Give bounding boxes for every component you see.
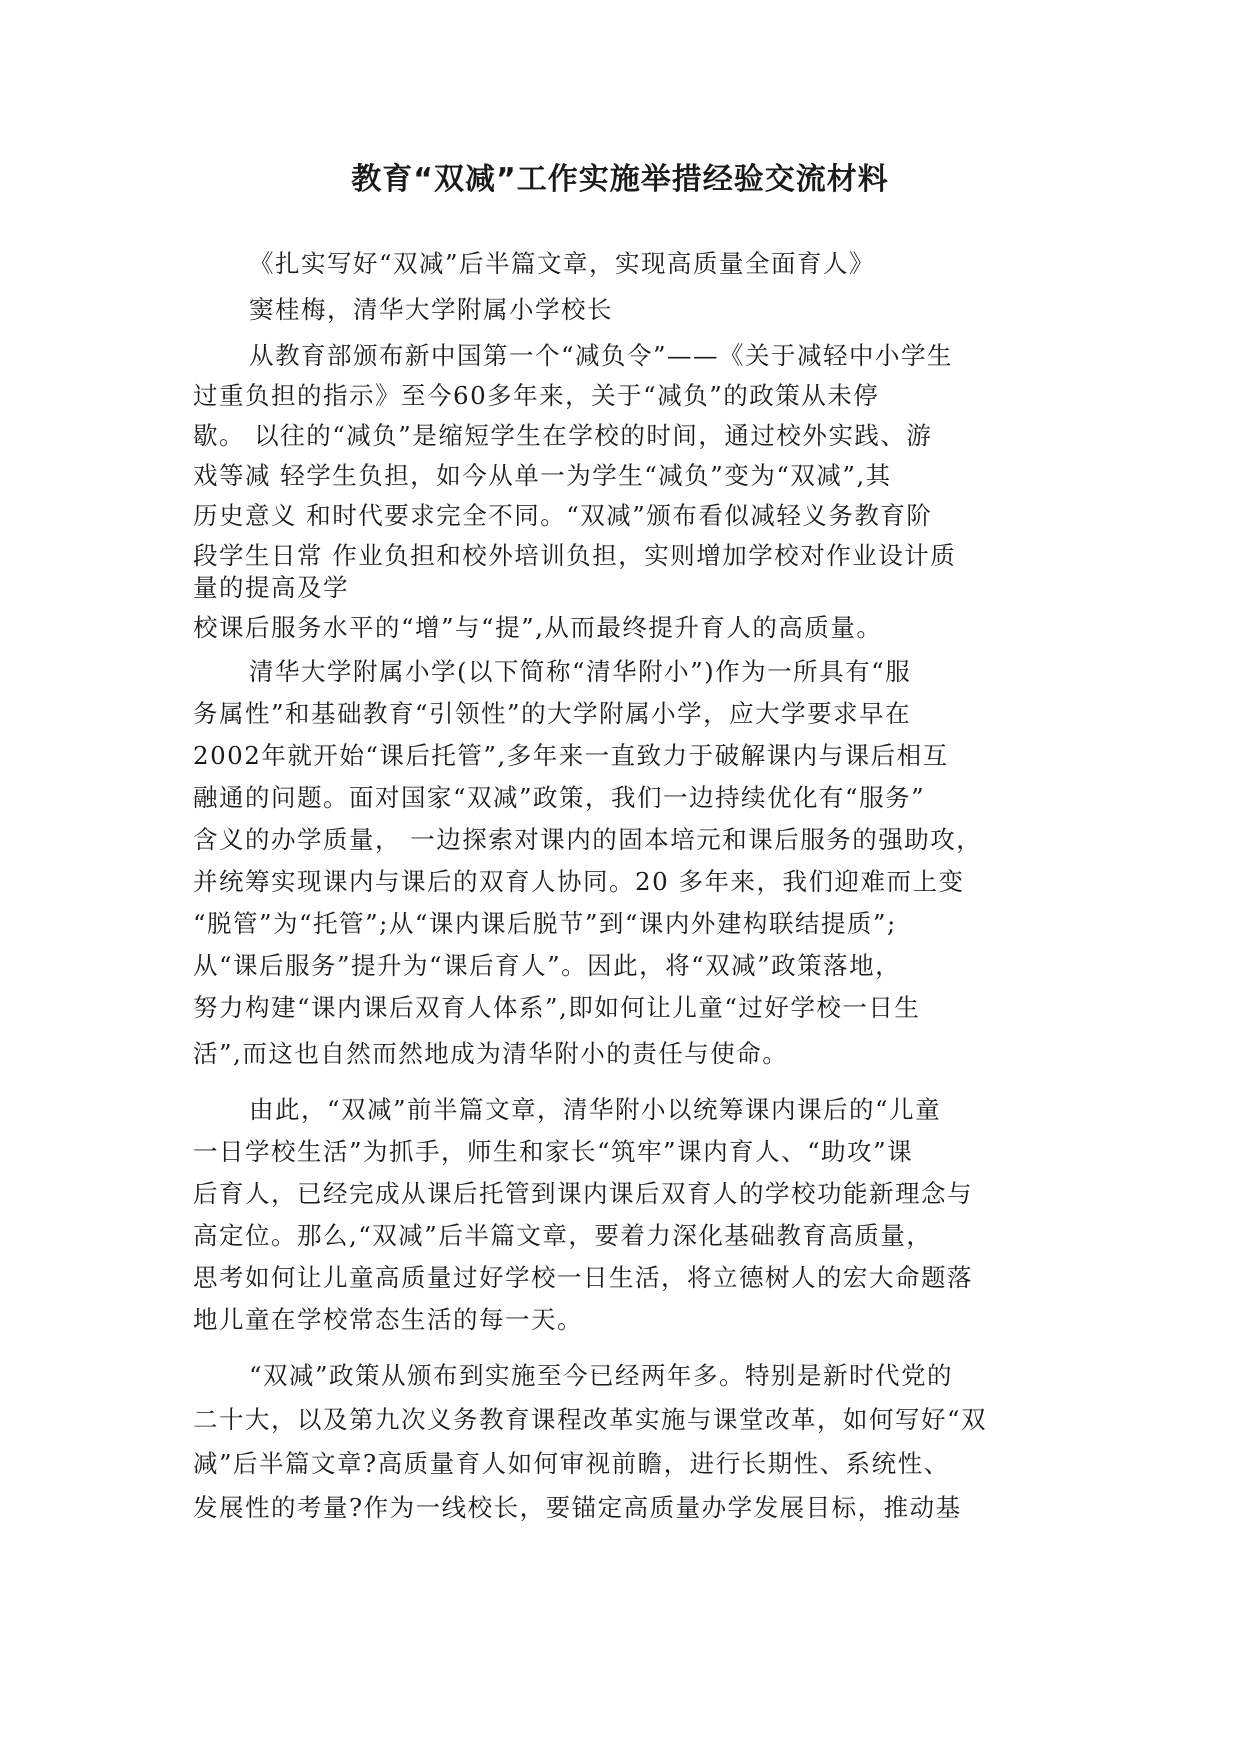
- paragraph-4-line-2: 二十大，以及第九次义务教育课程改革实施与课堂改革，如何写好“双: [193, 1405, 988, 1434]
- author-line: 窦桂梅，清华大学附属小学校长: [249, 295, 613, 324]
- paragraph-1-line-2: 过重负担的指示》至今60多年来，关于“减负”的政策从未停: [193, 381, 880, 410]
- paragraph-1-line-7: 量的提高及学: [193, 573, 349, 602]
- paragraph-2-line-4: 融通的问题。面对国家“双减”政策，我们一边持续优化有“服务”: [193, 783, 926, 812]
- paragraph-2-line-9: 努力构建“课内课后双育人体系”,即如何让儿童“过好学校一日生: [193, 993, 921, 1022]
- paragraph-3-line-5: 思考如何让儿童高质量过好学校一日生活，将立德树人的宏大命题落: [193, 1263, 973, 1292]
- paragraph-4-line-4: 发展性的考量?作为一线校长，要锚定高质量办学发展目标，推动基: [193, 1493, 962, 1522]
- paragraph-2-line-3: 2002年就开始“课后托管”,多年来一直致力于破解课内与课后相互: [193, 741, 949, 770]
- paragraph-3-line-2: 一日学校生活”为抓手，师生和家长“筑牢”课内育人、“助攻”课: [193, 1137, 914, 1166]
- paragraph-4-line-1: “双减”政策从颁布到实施至今已经两年多。特别是新时代党的: [249, 1361, 954, 1390]
- paragraph-3-line-1: 由此，“双减”前半篇文章，清华附小以统筹课内课后的“儿童: [249, 1095, 942, 1124]
- paragraph-1-line-6: 段学生日常 作业负担和校外培训负担，实则增加学校对作业设计质: [193, 541, 957, 570]
- document-title: 教育“双减”工作实施举措经验交流材料: [351, 162, 889, 197]
- paragraph-1-line-8: 校课后服务水平的“增”与“提”,从而最终提升育人的高质量。: [193, 613, 883, 642]
- paragraph-2-line-1: 清华大学附属小学(以下简称“清华附小”)作为一所具有“服: [249, 657, 912, 686]
- paragraph-2-line-10: 活”,而这也自然而然地成为清华附小的责任与使命。: [193, 1039, 789, 1068]
- paragraph-4-line-3: 减”后半篇文章?高质量育人如何审视前瞻，进行长期性、系统性、: [193, 1449, 950, 1478]
- paragraph-1-line-5: 历史意义 和时代要求完全不同。“双减”颁布看似减轻义务教育阶: [193, 501, 933, 530]
- paragraph-2-line-6: 并统筹实现课内与课后的双育人协同。20 多年来，我们迎难而上变: [193, 867, 965, 896]
- paragraph-2-line-7: “脱管”为“托管”;从“课内课后脱节”到“课内外建构联结提质”;: [193, 909, 897, 938]
- paragraph-1-line-1: 从教育部颁布新中国第一个“减负令”——《关于减轻中小学生: [249, 341, 954, 370]
- paragraph-2-line-2: 务属性”和基础教育“引领性”的大学附属小学，应大学要求早在: [193, 699, 912, 728]
- paragraph-3-line-4: 高定位。那么,“双减”后半篇文章，要着力深化基础教育高质量，: [193, 1221, 933, 1250]
- paragraph-1-line-4: 戏等减 轻学生负担，如今从单一为学生“减负”变为“双减”,其: [193, 461, 892, 490]
- article-subtitle: 《扎实写好“双减”后半篇文章，实现高质量全面育人》: [249, 249, 876, 278]
- paragraph-3-line-6: 地儿童在学校常态生活的每一天。: [193, 1305, 583, 1334]
- paragraph-3-line-3: 后育人，已经完成从课后托管到课内课后双育人的学校功能新理念与: [193, 1179, 973, 1208]
- paragraph-1-line-3: 歇。 以往的“减负”是缩短学生在学校的时间，通过校外实践、游: [193, 421, 933, 450]
- paragraph-2-line-5: 含义的办学质量， 一边探索对课内的固本培元和课后服务的强助攻，: [193, 825, 983, 854]
- paragraph-2-line-8: 从“课后服务”提升为“课后育人”。因此，将“双减”政策落地，: [193, 951, 902, 980]
